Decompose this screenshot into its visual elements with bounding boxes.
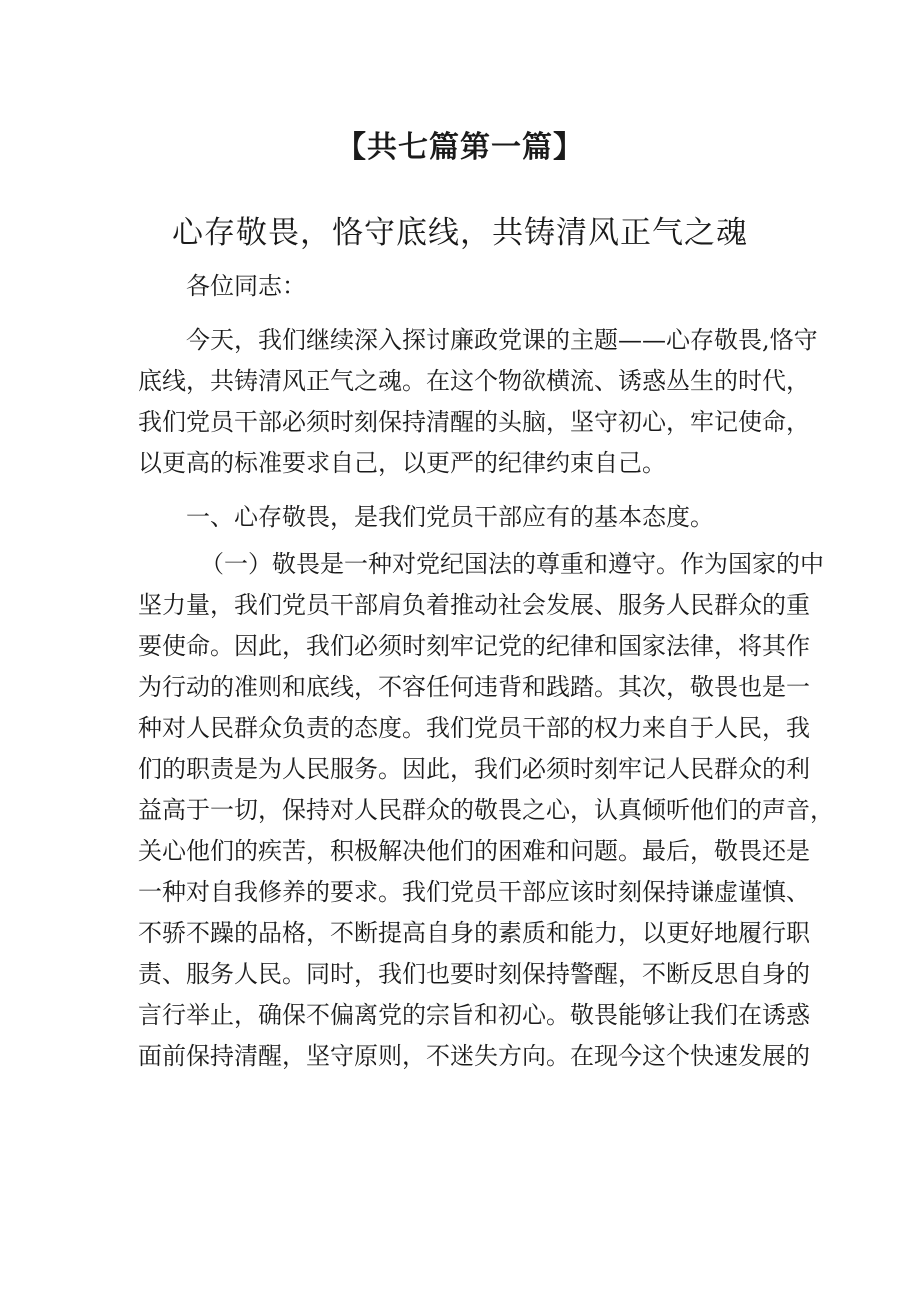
series-title: 【共七篇第一篇】 (336, 130, 584, 165)
paragraph-line: 为行动的准则和底线，不容任何违背和践踏。其次，敬畏也是一 (138, 673, 810, 701)
paragraph-line: 今天，我们继续深入探讨廉政党课的主题——心存敬畏,恪守 (186, 326, 818, 354)
intro-paragraph (138, 320, 818, 484)
salutation: 各位同志： (186, 272, 306, 300)
section-heading: 一、心存敬畏，是我们党员干部应有的基本态度。 (186, 503, 714, 531)
paragraph-line: 关心他们的疾苦，积极解决他们的困难和问题。最后，敬畏还是 (138, 837, 810, 865)
paragraph-line: （一）敬畏是一种对党纪国法的尊重和遵守。作为国家的中 (200, 550, 824, 578)
paragraph-line: 言行举止，确保不偏离党的宗旨和初心。敬畏能够让我们在诱惑 (138, 1001, 810, 1029)
paragraph-line: 以更高的标准要求自己，以更严的纪律约束自己。 (138, 449, 666, 477)
paragraph-line: 们的职责是为人民服务。因此，我们必须时刻牢记人民群众的利 (138, 755, 810, 783)
page-title: 心存敬畏，恪守底线，共铸清风正气之魂 (172, 215, 748, 251)
paragraph-line: 底线，共铸清风正气之魂。在这个物欲横流、诱惑丛生的时代， (138, 367, 810, 395)
paragraph-line: 我们党员干部必须时刻保持清醒的头脑，坚守初心，牢记使命， (138, 408, 810, 436)
paragraph-spacer (138, 307, 788, 320)
paragraph-line: 坚力量，我们党员干部肩负着推动社会发展、服务人民群众的重 (138, 591, 810, 619)
subsection-paragraph (138, 544, 834, 1077)
paragraph-line: 要使命。因此，我们必须时刻牢记党的纪律和国家法律，将其作 (138, 632, 810, 660)
paragraph-spacer (138, 484, 788, 497)
document-body (138, 266, 834, 1077)
paragraph-line: 种对人民群众负责的态度。我们党员干部的权力来自于人民，我 (138, 714, 810, 742)
paragraph-line: 不骄不躁的品格，不断提高自身的素质和能力，以更好地履行职 (138, 919, 810, 947)
paragraph-line: 益高于一切，保持对人民群众的敬畏之心，认真倾听他们的声音， (138, 796, 834, 824)
paragraph-line: 面前保持清醒，坚守原则，不迷失方向。在现今这个快速发展的 (138, 1042, 810, 1070)
paragraph-line: 责、服务人民。同时，我们也要时刻保持警醒，不断反思自身的 (138, 960, 810, 988)
paragraph-line: 一种对自我修养的要求。我们党员干部应该时刻保持谦虚谨慎、 (138, 878, 810, 906)
